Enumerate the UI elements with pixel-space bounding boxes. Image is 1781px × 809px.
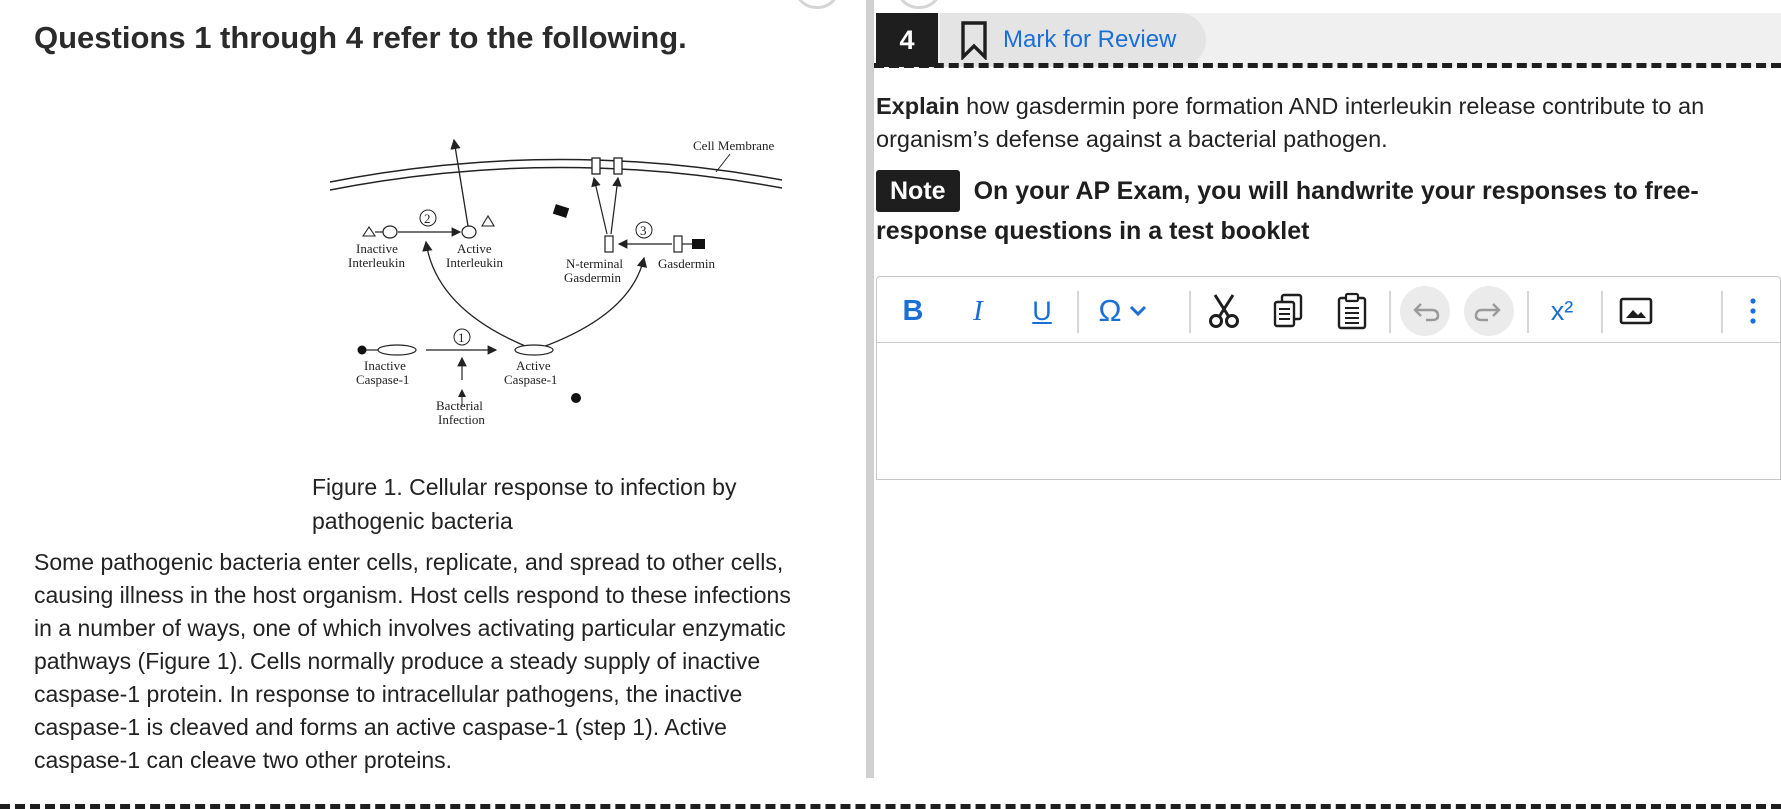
bold-icon: B: [902, 294, 924, 327]
clipboard-icon: [1336, 292, 1368, 330]
note-badge: Note: [876, 170, 960, 212]
step-2-label: 2: [424, 211, 431, 226]
inactive-caspase-shape: [378, 345, 416, 355]
bookmark-icon: [960, 20, 988, 60]
redo-button[interactable]: [1464, 286, 1514, 336]
italic-icon: I: [973, 294, 983, 327]
n-terminal-gasdermin-shape: [605, 236, 613, 252]
figure-1: [326, 130, 796, 440]
label-active-interleukin-2: Interleukin: [446, 255, 504, 270]
mark-for-review-button[interactable]: [940, 13, 1206, 67]
label-inactive-caspase-1: Inactive: [364, 358, 406, 373]
prompt-text: how gasdermin pore formation AND interleukin release contribute to an organism’s defense against a bacterial pathogen.: [876, 93, 1705, 152]
special-character-dropdown[interactable]: [1085, 286, 1161, 336]
active-interleukin-shape: [462, 226, 476, 238]
superscript-icon: x²: [1550, 295, 1574, 326]
cell-diagram: [326, 130, 796, 440]
gasdermin-shape: [674, 236, 682, 252]
label-gasdermin: Gasdermin: [658, 256, 716, 271]
label-n-terminal-gasdermin-1: N-terminal: [566, 256, 624, 271]
label-bacterial-infection-2: Infection: [438, 412, 485, 427]
superscript-button[interactable]: [1537, 286, 1587, 336]
caspase-black-dot: [358, 346, 367, 355]
triangle-icon: [363, 227, 375, 236]
copy-icon: [1272, 293, 1304, 329]
underline-button[interactable]: [1017, 286, 1067, 336]
gasdermin-black-domain: [692, 239, 705, 249]
label-cell-membrane: Cell Membrane: [693, 138, 775, 153]
label-inactive-caspase-2: Caspase-1: [356, 372, 410, 387]
copy-button[interactable]: [1263, 286, 1313, 336]
bottom-divider: [0, 804, 1781, 809]
bold-button[interactable]: [888, 286, 938, 336]
paste-button[interactable]: [1327, 286, 1377, 336]
chevron-down-icon: [1128, 304, 1148, 318]
undo-button[interactable]: [1400, 286, 1450, 336]
label-bacterial-infection-1: Bacterial: [436, 398, 483, 413]
cleaved-fragment: [553, 204, 569, 218]
active-caspase-shape: [515, 345, 553, 355]
gasdermin-pore-left: [592, 158, 600, 174]
mark-for-review-label: Mark for Review: [1003, 26, 1177, 53]
label-active-caspase-2: Caspase-1: [504, 372, 558, 387]
passage-pane[interactable]: [0, 0, 866, 776]
label-n-terminal-gasdermin-2: Gasdermin: [564, 270, 622, 285]
question-number: 4: [876, 13, 938, 67]
cut-button[interactable]: [1199, 286, 1249, 336]
more-options-button[interactable]: [1731, 286, 1775, 336]
gasdermin-pore-right: [614, 158, 622, 174]
passage-title: Questions 1 through 4 refer to the following.: [34, 20, 687, 55]
caspase-black-dot: [571, 393, 581, 403]
header-divider: [874, 63, 1781, 68]
label-active-interleukin-1: Active: [457, 241, 492, 256]
inactive-interleukin-shape: [383, 226, 397, 238]
note-block: [876, 170, 1781, 250]
step-3-label: 3: [640, 223, 647, 238]
label-inactive-interleukin-2: Interleukin: [348, 255, 406, 270]
pane-divider[interactable]: [866, 0, 874, 778]
question-pane[interactable]: [874, 0, 1781, 776]
triangle-icon: [482, 216, 494, 226]
label-active-caspase-1: Active: [516, 358, 551, 373]
figure-caption: Figure 1. Cellular response to infection by pathogenic bacteria: [312, 474, 737, 534]
image-icon: [1619, 297, 1653, 325]
label-inactive-interleukin-1: Inactive: [356, 241, 398, 256]
undo-icon: [1410, 300, 1440, 322]
redo-icon: [1474, 300, 1504, 322]
scissors-icon: [1207, 293, 1241, 329]
passage-body: Some pathogenic bacteria enter cells, replicate, and spread to other cells, causing illness in the host organism. Host cells respond to these infections in a number of ways, one of which involves activating particular enzymatic pathways (Figure 1). Cells normally produce a steady supply of inactive caspase-1 protein. In response to intracellular pathogens, the inactive caspase-1 is cleaved and forms an active caspase-1 (step 1). Active caspase-1 can cleave two other proteins.: [34, 549, 791, 773]
step-1-label: 1: [458, 330, 465, 345]
note-text: On your AP Exam, you will handwrite your responses to free-response questions in a test booklet: [876, 177, 1699, 245]
more-vertical-icon: [1749, 297, 1757, 325]
omega-icon: Ω: [1098, 293, 1122, 328]
underline-icon: U: [1032, 295, 1052, 326]
question-prompt: [876, 90, 1776, 156]
italic-button[interactable]: [953, 286, 1003, 336]
insert-image-button[interactable]: [1611, 286, 1661, 336]
response-editor[interactable]: [876, 342, 1781, 480]
prompt-bold-word: Explain: [876, 93, 960, 119]
editor-toolbar: [876, 276, 1781, 342]
